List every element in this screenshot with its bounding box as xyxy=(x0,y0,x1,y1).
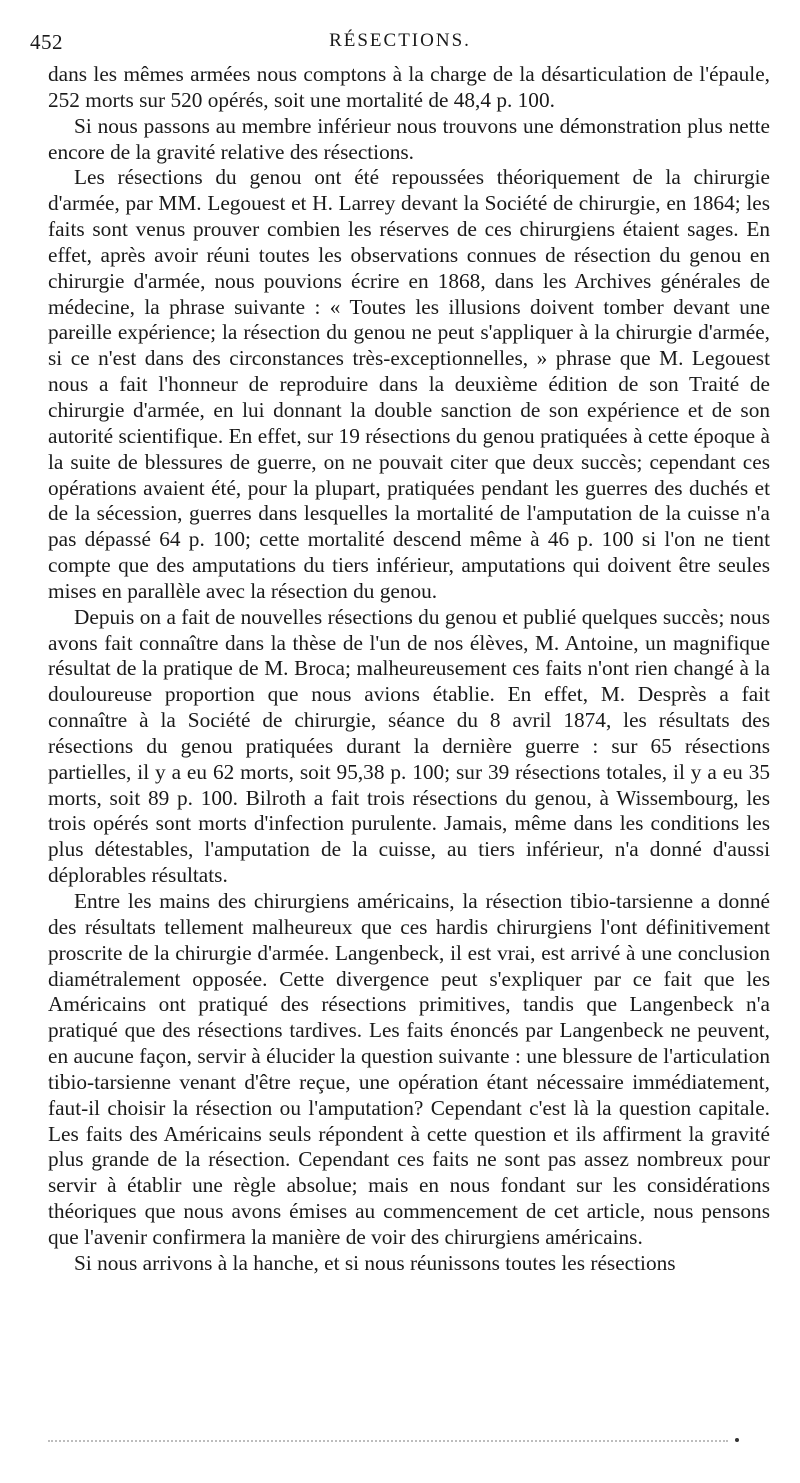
footer-dotted-rule xyxy=(48,1440,728,1442)
paragraph-continuation: dans les mêmes armées nous comptons à la charge de la désarticulation de l'épaule, 252 morts sur 520 opérés, soit une mortalité de 48,4 p. 100. xyxy=(48,62,770,112)
page-header xyxy=(30,30,770,58)
paragraph: Si nous arrivons à la hanche, et si nous réunissons toutes les résections xyxy=(74,1250,676,1275)
paragraph: Entre les mains des chirurgiens américains, la résection tibio-tarsienne a donné des résultats tellement malheureux que ces hardis chirurgiens l'ont définitivement proscrite de la chirurgie d'armée. Langenbeck, il est vrai, est arrivé à une conclusion diamétralement opposée. Cette divergence peut s'expliquer par ce fait que les Américains ont pratiqué des résections primitives, tandis que Langenbeck n'a pratiqué que des résections tardives. Les faits énoncés par Langenbeck ne peuvent, en aucune façon, servir à élucider la question suivante : une blessure de l'articulation tibio-tarsienne venant d'être reçue, une opération étant nécessaire immédiatement, faut-il choisir la résection ou l'amputation? Cependant c'est là la question capitale. Les faits des Américains seuls répondent à cette question et ils affirment la gravité plus grande de la résection. Cependant ces faits ne sont pas assez nombreux pour servir à établir une règle absolue; mais en nous fondant sur les considérations théoriques que nous avons émises au commencement de cet article, nous pensons que l'avenir confirmera la manière de voir des chirurgiens américains. xyxy=(48,889,770,1249)
margin-mark xyxy=(735,1438,739,1442)
running-head: RÉSECTIONS. xyxy=(329,30,471,51)
body-text xyxy=(48,62,770,1277)
paragraph: Si nous passons au membre inférieur nous trouvons une démonstration plus nette encore de la gravité relative des résections. xyxy=(48,113,770,164)
paragraph: Les résections du genou ont été repoussées théoriquement de la chirurgie d'armée, par MM. Legouest et H. Larrey devant la Société de chirurgie, en 1864; les faits sont venus prouver combien les réserves de ces chirurgiens étaient sages. En effet, après avoir réuni toutes les observations connues de résection du genou en chirurgie d'armée, nous pouvions écrire en 1868, dans les Archives générales de médecine, la phrase suivante : « Toutes les illusions doivent tomber devant une pareille expérience; la résection du genou ne peut s'appliquer à la chirurgie d'armée, si ce n'est dans des circonstances très-exceptionnelles, » phrase que M. Legouest nous a fait l'honneur de reproduire dans la deuxième édition de son Traité de chirurgie d'armée, en lui donnant la double sanction de son expérience et de son autorité scientifique. En effet, sur 19 résections du genou pratiquées à cette époque à la suite de blessures de guerre, on ne pouvait citer que deux succès; cependant ces opérations avaient été, pour la plupart, pratiquées pendant les guerres des duchés et de la sécession, guerres dans lesquelles la mortalité de l'amputation de la cuisse n'a pas dépassé 64 p. 100; cette mortalité descend même à 46 p. 100 si l'on ne tient compte que des amputations du tiers inférieur, amputations qui doivent être seules mises en parallèle avec la résection du genou. xyxy=(48,165,770,603)
page-number: 452 xyxy=(30,30,63,54)
paragraph: Depuis on a fait de nouvelles résections du genou et publié quelques succès; nous avons fait connaître dans la thèse de l'un de nos élèves, M. Antoine, un magnifique résultat de la pratique de M. Broca; malheureusement ces faits n'ont rien changé à la douloureuse proportion que nous avions établie. En effet, M. Desprès a fait connaître à la Société de chirurgie, séance du 8 avril 1874, les résultats des résections du genou pratiquées durant la dernière guerre : sur 65 résections partielles, il y a eu 62 morts, soit 95,38 p. 100; sur 39 résections totales, il y a eu 35 morts, soit 89 p. 100. Bilroth a fait trois résections du genou, à Wissembourg, les trois opérés sont morts d'infection purulente. Jamais, même dans les conditions les plus détestables, l'amputation de la cuisse, au tiers inférieur, n'a donné d'aussi déplorables résultats. xyxy=(48,604,770,888)
